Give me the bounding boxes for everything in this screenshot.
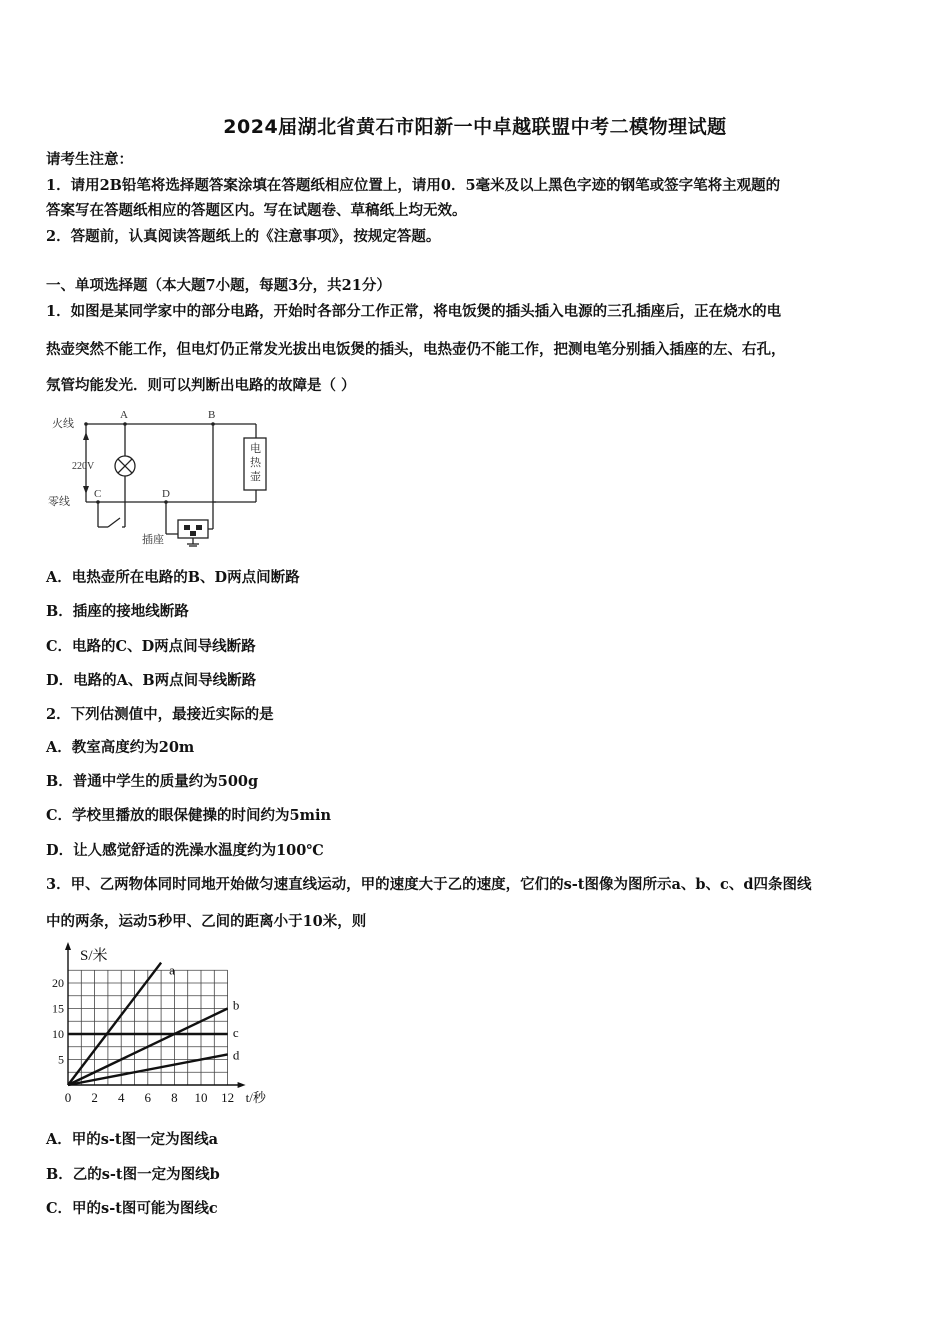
notice-line-1b: 答案写在答题纸相应的答题区内。写在试题卷、草稿纸上均无效。 — [46, 202, 467, 219]
x-tick-label: 0 — [64, 1090, 72, 1105]
y-tick-label: 10 — [52, 1027, 64, 1041]
q2-option-d: D．让人感觉舒适的洗澡水温度约为100℃ — [46, 842, 324, 859]
neutral-wire-label: 零线 — [48, 496, 70, 508]
q3-option-b: B．乙的s-t图一定为图线b — [46, 1166, 220, 1183]
y-axis-arrow — [65, 942, 71, 950]
q1-stem-line-2: 热壶突然不能工作，但电灯仍正常发光拔出电饭煲的插头，电热壶仍不能工作，把测电笔分别插入插座的左、右孔， — [46, 341, 786, 358]
fire-wire-label: 火线 — [52, 418, 74, 430]
series-line-a — [68, 963, 161, 1085]
voltage-label: 220V — [72, 461, 95, 472]
y-tick-label: 20 — [52, 976, 64, 990]
q3-stem-line-2: 中的两条，运动5秒甲、乙间的距离小于10米，则 — [46, 913, 367, 930]
y-tick-label: 15 — [52, 1001, 64, 1016]
q2-option-c: C．学校里播放的眼保健操的时间约为5min — [46, 807, 332, 824]
q1-option-a: A．电热壶所在电路的B、D两点间断路 — [46, 569, 300, 586]
switch-icon — [108, 518, 120, 527]
series-label-d: d — [232, 1047, 240, 1063]
section-heading: 一、单项选择题（本大题7小题，每题3分，共21分） — [46, 277, 391, 294]
node-a-label: A — [120, 409, 128, 421]
q1-stem-line-3: 氖管均能发光．则可以判断出电路的故障是（ ） — [46, 377, 356, 394]
q2-option-a: A．教室高度约为20m — [46, 739, 195, 756]
series-label-c: c — [232, 1024, 239, 1040]
page-title: 2024届湖北省黄石市阳新一中卓越联盟中考二模物理试题 — [223, 116, 727, 138]
series-label-a: a — [169, 962, 175, 978]
q3-option-c: C．甲的s-t图可能为图线c — [46, 1200, 218, 1217]
x-tick-label: 6 — [144, 1090, 152, 1105]
node-d-label: D — [162, 488, 170, 500]
series-label-b: b — [232, 997, 240, 1013]
notice-line-1a: 1．请用2B铅笔将选择题答案涂填在答题纸相应位置上，请用0．5毫米及以上黑色字迹的钢笔或签字笔将主观题的 — [46, 177, 781, 194]
q1-option-c: C．电路的C、D两点间导线断路 — [46, 638, 256, 655]
kettle-char-3: 壶 — [250, 471, 261, 483]
notice-line-2: 2．答题前，认真阅读答题纸上的《注意事项》，按规定答题。 — [46, 228, 441, 245]
node-c-label: C — [94, 488, 102, 500]
x-tick-label: 12 — [221, 1090, 235, 1105]
q1-option-d: D．电路的A、B两点间导线断路 — [46, 672, 257, 689]
x-tick-label: 8 — [171, 1090, 178, 1105]
x-tick-label: 2 — [91, 1090, 98, 1105]
q1-stem-line-1: 1．如图是某同学家中的部分电路，开始时各部分工作正常，将电饭煲的插头插入电源的三孔插座后，正在烧水的电 — [46, 303, 782, 320]
x-tick-label: 4 — [117, 1090, 125, 1105]
q1-option-b: B．插座的接地线断路 — [46, 603, 189, 620]
y-axis-title: S/米 — [80, 948, 108, 964]
q2-option-b: B．普通中学生的质量约为500g — [46, 773, 259, 790]
y-tick-label: 5 — [58, 1052, 64, 1067]
q2-stem: 2．下列估测值中，最接近实际的是 — [46, 706, 274, 723]
kettle-char-1: 电 — [250, 443, 261, 455]
q3-st-chart — [40, 940, 290, 1110]
socket-label: 插座 — [142, 534, 164, 546]
q1-circuit-diagram — [46, 404, 276, 550]
node-b-label: B — [208, 409, 216, 421]
x-tick-label: 10 — [194, 1090, 208, 1105]
x-axis-title: t/秒 — [245, 1090, 266, 1105]
notice-heading: 请考生注意： — [46, 151, 133, 168]
x-axis-arrow — [238, 1082, 246, 1088]
q3-option-a: A．甲的s-t图一定为图线a — [46, 1131, 219, 1148]
kettle-char-2: 热 — [250, 457, 261, 469]
q3-stem-line-1: 3．甲、乙两物体同时同地开始做匀速直线运动，甲的速度大于乙的速度，它们的s-t图像为图所示a、b、c、d四条图线 — [46, 876, 812, 893]
